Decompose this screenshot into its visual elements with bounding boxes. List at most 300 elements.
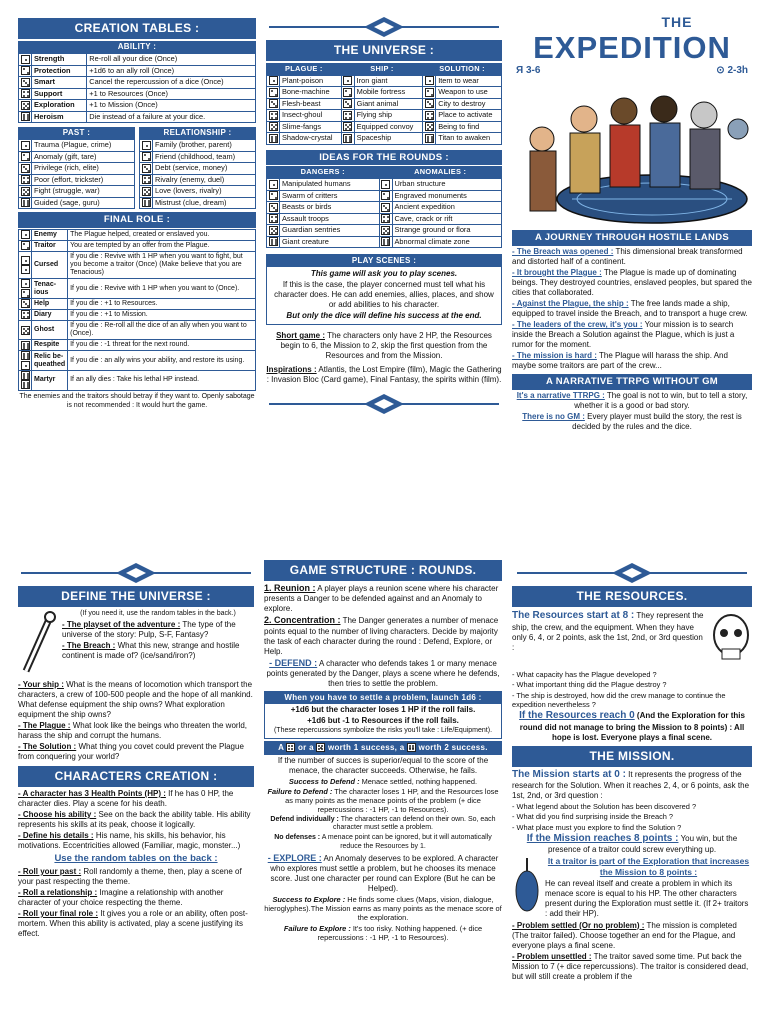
past-text: Privilege (rich, elite): [32, 163, 135, 175]
dice-cell: [19, 163, 32, 175]
random-tables-title: Use the random tables on the back :: [54, 853, 218, 864]
ideas-cell: Engraved monuments: [392, 190, 502, 202]
universe-cell: Titan to awaken: [436, 133, 502, 145]
dice-4-icon: [269, 214, 278, 223]
ideas-row: [267, 225, 502, 237]
dice-2-icon: [269, 88, 278, 97]
role-name: Cursed: [32, 252, 68, 279]
dice-6-icon: [269, 134, 278, 143]
dice-5-icon: [343, 122, 352, 131]
universe-column-header: PLAGUE :: [267, 64, 342, 76]
past-row: [19, 197, 135, 209]
ideas-row: [267, 190, 502, 202]
dice-cell: [423, 87, 436, 99]
dice-cell: [379, 236, 392, 248]
universe-row: [267, 121, 502, 133]
dice-cell: [379, 202, 392, 214]
random-rule: - Roll a relationship : Imagine a relationship with another character of your choice respecting the theme.: [18, 887, 224, 907]
role-row: [19, 230, 256, 241]
ability-text: Cancel the repercussion of a dice (Once): [87, 77, 256, 89]
dice-cell: [423, 133, 436, 145]
role-row: [19, 252, 256, 279]
dice-cell: [19, 252, 32, 279]
dice-5-icon: [425, 122, 434, 131]
relationship-table: [139, 139, 256, 209]
universe-cell: Flesh-beast: [280, 98, 342, 110]
dice-2-icon: [381, 191, 390, 200]
dice-cell: [379, 213, 392, 225]
ability-text: +1 to Mission (Once): [87, 100, 256, 112]
ornament-define: [18, 560, 254, 586]
dice-4-icon: [425, 111, 434, 120]
dice-6-icon: [425, 134, 434, 143]
structure-title: GAME STRUCTURE : ROUNDS.: [264, 560, 502, 581]
dice-4-icon: [381, 214, 390, 223]
dice-2-icon: [21, 152, 30, 161]
dice-5-icon: [21, 101, 30, 110]
dice-6-icon: [21, 380, 30, 389]
dice-cell: [19, 299, 32, 310]
relationship-row: [140, 186, 256, 198]
define-item: - The playset of the adventure : The type of the universe of the story: Pulp, S-F, Fantasy?: [62, 619, 236, 639]
ability-name: Heroism: [32, 111, 87, 123]
dice-6-icon: [381, 237, 390, 246]
relationship-text: Friend (childhood, team): [153, 151, 256, 163]
character-rule: - Choose his ability : See on the back the ability table. His ability represents his skills at its peak, choose it logically.: [18, 810, 251, 829]
universe-cell: Bone-machine: [280, 87, 342, 99]
dice-cell: [341, 110, 354, 122]
short-game: Short game : The characters only have 2 HP, the Resources begin to 6, the Mission to 2, skip the first question from the Resources and from the Mission.: [276, 331, 492, 361]
ideas-row: [267, 179, 502, 191]
ability-name: Support: [32, 88, 87, 100]
role-name: Relic be-queathed: [32, 351, 68, 371]
ability-row: [19, 100, 256, 112]
dice-4-icon: [269, 111, 278, 120]
dice-cell: [19, 186, 32, 198]
dice-cell: [379, 179, 392, 191]
ability-text: Re-roll all your dice (Once): [87, 54, 256, 66]
universe-cell: Slime-fangs: [280, 121, 342, 133]
role-name: Help: [32, 299, 68, 310]
mission-question: - What place must you explore to find the Solution ?: [512, 822, 682, 832]
ornament-bottom: [266, 391, 502, 417]
dice-6-icon: [343, 134, 352, 143]
play-scenes-line2: If this is the case, the player concerned must tell what his character does. He can add enemies, allies, places, and show or add abilities to his character.: [274, 280, 494, 310]
ability-name: Strength: [32, 54, 87, 66]
relationship-row: [140, 163, 256, 175]
ability-name: Smart: [32, 77, 87, 89]
ideas-table: [266, 166, 502, 248]
universe-cell: Being to find: [436, 121, 502, 133]
dice-1-icon: [269, 180, 278, 189]
relationship-row: [140, 174, 256, 186]
relationship-header: RELATIONSHIP :: [139, 127, 256, 139]
dice-cell: [267, 110, 280, 122]
dice-cell: [19, 100, 32, 112]
dice-1-icon: [142, 141, 151, 150]
role-text: If you die : +1 to Mission.: [68, 310, 256, 321]
dice-1-icon: [21, 230, 30, 239]
ideas-cell: Urban structure: [392, 179, 502, 191]
dice-4-icon: [21, 175, 30, 184]
dice-cell: [140, 174, 153, 186]
universe-cell: Place to activate: [436, 110, 502, 122]
traitor-text: He can reveal itself and create a problem in which its menace score is equal to his HP. The other characters present during the Exploration must settle it. (If 2+ traitors : add their HP).: [545, 878, 749, 918]
reunion-text: 1. Reunion : A player plays a reunion scene where his character presents a Danger to be defended against and an Anomaly to explore.: [264, 583, 499, 614]
settle-line-2: +1d6 but -1 to Resources if the roll fails.: [307, 715, 459, 725]
dice-2-icon: [21, 66, 30, 75]
play-time: ⊙ 2-3h: [716, 64, 748, 76]
dice-3-icon: [21, 299, 30, 308]
dice-cell: [19, 54, 32, 66]
universe-row: [267, 133, 502, 145]
ideas-row: [267, 202, 502, 214]
success-explore: Success to Explore : He finds some clues (Maps, vision, dialogue, hieroglyphes).The Mission earns as many points as the menace score of the exploration.: [264, 894, 502, 923]
role-text: If you die : an ally wins your ability, and restore its using.: [68, 351, 256, 371]
dice-1-icon: [21, 279, 30, 288]
role-row: [19, 310, 256, 321]
dice-cell: [19, 371, 32, 391]
dice-cell: [267, 133, 280, 145]
relationship-text: Family (brother, parent): [153, 140, 256, 152]
dice-6-icon: [21, 351, 30, 360]
universe-row: [267, 75, 502, 87]
dice-2-icon: [269, 191, 278, 200]
superior-rule: If the number of succes is superior/equal to the score of the menace, the character succeeds. Otherwise, he fails.: [277, 755, 489, 775]
character-rule: - Define his details : His name, his skills, his behavior, his motivations. Eccentricities allowed (Familiar, magic, monster...): [18, 831, 241, 850]
define-item: - The Plague : What look like the beings who threaten the world, harass the ship and corrupt the humans.: [18, 721, 248, 740]
narrative-goal: It's a narrative TTRPG : The goal is not to win, but to tell a story, whether it is a good or bad story.: [516, 390, 748, 410]
dice-cell: [423, 98, 436, 110]
ability-name: Exploration: [32, 100, 87, 112]
mission-eight: If the Mission reaches 8 points : You win, but the presence of a traitor could screw everything up.: [526, 832, 738, 855]
expedition-panel: [512, 14, 752, 534]
ability-row: [19, 111, 256, 123]
dice-5-icon: [21, 187, 30, 196]
dice-5-icon: [21, 326, 30, 335]
dice-6-icon: [21, 371, 30, 380]
ideas-cell: Beasts or birds: [280, 202, 380, 214]
role-name: Tenac-ious: [32, 279, 68, 299]
role-text: If you die : Revive with 1 HP when you want to fight, but you become a traitor (Once) (Make believe that you are Tenacious): [68, 252, 256, 279]
ability-row: [19, 88, 256, 100]
dice-6-icon: [21, 198, 30, 207]
role-name: Respite: [32, 340, 68, 351]
problem-settled: - Problem settled (Or no problem) : The mission is completed (The traitor failed). Choose together an end for the Plague, and everyone plays a final scene.: [512, 920, 737, 950]
dice-2-icon: [343, 88, 352, 97]
settle-line-3: (These repercussions symbolize the risks you'll take : Life/Equipment).: [273, 726, 493, 734]
universe-cell: Giant animal: [354, 98, 423, 110]
dice-3-icon: [269, 203, 278, 212]
resources-title: THE RESOURCES.: [512, 586, 752, 607]
final-role-header: FINAL ROLE :: [18, 212, 256, 228]
dice-1-icon: [21, 256, 30, 265]
dice-cell: [19, 340, 32, 351]
expedition-logo: [512, 14, 752, 63]
dice-3-icon: [425, 99, 434, 108]
amulet-icon: [512, 856, 542, 916]
role-name: Traitor: [32, 241, 68, 252]
dice-1-icon: [269, 76, 278, 85]
define-panel: [18, 560, 254, 1024]
betrayal-note: The enemies and the traitors should betray if they want to. Openly sabotage is not recommended : It would hurt the game.: [19, 392, 255, 409]
dice-cell: [341, 98, 354, 110]
role-name: Enemy: [32, 230, 68, 241]
inspirations: Inspirations : Atlantis, the Lost Empire (film), Magic the Gathering : Invasion Bloc (Card game), Final Fantasy, the spirits within (film).: [266, 365, 502, 385]
settle-title: When you have to settle a problem, launch 1d6 :: [265, 692, 501, 704]
dice-cell: [267, 87, 280, 99]
universe-cell: Plant-poison: [280, 75, 342, 87]
journey-item: - Against the Plague, the ship : The free lands made a ship, equipped to travel inside the Breach, and to transport a huge crew.: [512, 298, 748, 318]
logo-the: THE: [661, 14, 693, 30]
dice-1-icon: [425, 76, 434, 85]
logo-title: EXPEDITION: [533, 29, 731, 65]
role-name: Martyr: [32, 371, 68, 391]
dice-4-icon: [142, 175, 151, 184]
ideas-cell: Abnormal climate zone: [392, 236, 502, 248]
dice-3-icon: [269, 99, 278, 108]
worth-band: A or a worth 1 success, a worth 2 success.: [264, 741, 502, 755]
play-scenes-box: [266, 254, 502, 325]
explore-text: - EXPLORE : An Anomaly deserves to be explored. A character who explores must settle a problem, but he chooses its menace score. Just one character per round can Explore (But he can be Helped).: [267, 852, 499, 893]
success-defend: Success to Defend : Menace settled, nothing happened.: [288, 776, 478, 786]
dice-cell: [140, 186, 153, 198]
journey-item: - The Breach was opened : This dimensional break transformed and distorted half of a continent.: [512, 246, 743, 266]
dice-cell: [19, 279, 32, 299]
dice-cell: [423, 75, 436, 87]
dice-4-icon: [21, 89, 30, 98]
ideas-cell: Ancient expedition: [392, 202, 502, 214]
dice-5-icon: [269, 122, 278, 131]
past-text: Trauma (Plague, crime): [32, 140, 135, 152]
defend-text: - DEFEND : A character who defends takes 1 or many menace points generated by the Danger, plays a scene where he defends, then tries to settle the problem.: [266, 657, 500, 688]
dice-cell: [140, 140, 153, 152]
role-row: [19, 279, 256, 299]
final-role-table: [18, 229, 256, 391]
relationship-text: Mistrust (clue, dream): [153, 197, 256, 209]
ability-row: [19, 54, 256, 66]
define-intro: (If you need it, use the random tables in the back.): [80, 610, 236, 617]
dice-1-icon: [343, 76, 352, 85]
universe-cell: Iron giant: [354, 75, 423, 87]
mission-title: THE MISSION.: [512, 746, 752, 767]
dice-5-icon: [269, 226, 278, 235]
resources-panel: [512, 560, 752, 1024]
role-name: Diary: [32, 310, 68, 321]
dice-five-icon: [316, 743, 325, 752]
dice-6-icon: [21, 341, 30, 350]
ideas-cell: Giant creature: [280, 236, 380, 248]
crew-illustration: [512, 79, 752, 227]
dice-3-icon: [21, 78, 30, 87]
journey-list: [512, 247, 752, 371]
role-text: If you die : Revive with 1 HP when you want to (Once).: [68, 279, 256, 299]
role-text: If you die : +1 to Resources.: [68, 299, 256, 310]
relationship-text: Rivalry (enemy, duel): [153, 174, 256, 186]
role-text: If you die : -1 threat for the next round.: [68, 340, 256, 351]
dice-cell: [19, 197, 32, 209]
resources-question: - The ship is destroyed, how did the crew manage to continue the expedition nevertheless ?: [512, 690, 726, 709]
dice-5-icon: [142, 187, 151, 196]
role-row: [19, 340, 256, 351]
dice-cell: [19, 241, 32, 252]
spyglass-icon: [18, 609, 58, 679]
dice-6-icon: [269, 237, 278, 246]
dice-cell: [341, 133, 354, 145]
dice-1-icon: [21, 55, 30, 64]
dice-4-icon: [21, 310, 30, 319]
universe-table: [266, 63, 502, 145]
dice-2-icon: [425, 88, 434, 97]
dice-cell: [267, 179, 280, 191]
ideas-row: [267, 213, 502, 225]
dice-1-icon: [21, 141, 30, 150]
role-text: The Plague helped, created or enslaved you.: [68, 230, 256, 241]
role-row: [19, 299, 256, 310]
role-row: [19, 371, 256, 391]
role-text: If you die : Re-roll all the dice of an ally when you want to (Once).: [68, 321, 256, 340]
universe-column-header: SHIP :: [341, 64, 423, 76]
dice-cell: [423, 110, 436, 122]
dice-1-icon: [381, 180, 390, 189]
dice-cell: [267, 98, 280, 110]
dice-cell: [140, 197, 153, 209]
failure-explore: Failure to Explore : It's too risky. Nothing happened. (+ dice repercussions : -1 HP, -1 to Resources).: [283, 923, 483, 942]
settle-box: [264, 691, 502, 739]
resources-question: - What important thing did the Plague destroy ?: [512, 680, 667, 690]
universe-cell: Item to wear: [436, 75, 502, 87]
past-text: Anomaly (gift, tare): [32, 151, 135, 163]
relationship-text: Love (lovers, rivalry): [153, 186, 256, 198]
crew-map-illustration: [512, 79, 752, 227]
play-scenes-line1: This game will ask you to play scenes.: [310, 269, 458, 279]
journey-item: - It brought the Plague : The Plague is made up of dominating beings. They destroyed countries, enslaved peoples, but spared the cities that collaborated.: [512, 267, 752, 297]
dice-4-icon: [343, 111, 352, 120]
dice-cell: [379, 190, 392, 202]
universe-column-header: SOLUTION :: [423, 64, 502, 76]
dice-cell: [267, 225, 280, 237]
role-text: You are tempted by an offer from the Plague.: [68, 241, 256, 252]
mission-question: - What legend about the Solution has been discovered ?: [512, 802, 697, 811]
ability-text: +1d6 to an ally roll (Once): [87, 65, 256, 77]
ability-text: +1 to Resources (Once): [87, 88, 256, 100]
universe-cell: Equipped convoy: [354, 121, 423, 133]
dice-cell: [341, 75, 354, 87]
dice-cell: [267, 190, 280, 202]
ability-row: [19, 77, 256, 89]
role-row: [19, 351, 256, 371]
relationship-text: Debt (service, money): [153, 163, 256, 175]
role-name: Ghost: [32, 321, 68, 340]
universe-cell: Flying ship: [354, 110, 423, 122]
settle-line-1: +1d6 but the character loses 1 HP if the roll fails.: [290, 704, 476, 714]
dice-cell: [19, 140, 32, 152]
dice-cell: [19, 174, 32, 186]
dice-cell: [379, 225, 392, 237]
relationship-row: [140, 197, 256, 209]
dice-cell: [140, 163, 153, 175]
dice-2-icon: [142, 152, 151, 161]
mission-question: - What did you find surprising inside the Breach ?: [512, 812, 674, 822]
dice-four-icon: [286, 743, 295, 752]
ideas-cell: Manipulated humans: [280, 179, 380, 191]
dice-3-icon: [142, 164, 151, 173]
narrative-title: A NARRATIVE TTRPG WITHOUT GM: [512, 374, 752, 390]
dice-1-icon: [21, 361, 30, 370]
universe-cell: City to destroy: [436, 98, 502, 110]
ability-table: [18, 53, 256, 123]
narrative-no-gm: There is no GM : Every player must build the story, the rest is decided by the rules and the dice.: [522, 411, 742, 431]
traitor-title: It a traitor is part of the Exploration that increases the Mission to 8 points :: [547, 856, 750, 877]
dice-5-icon: [381, 226, 390, 235]
universe-cell: Weapon to use: [436, 87, 502, 99]
universe-title: THE UNIVERSE :: [266, 40, 502, 61]
dice-cell: [19, 351, 32, 371]
ideas-column-header: DANGERS :: [267, 167, 380, 179]
past-text: Guided (sage, guru): [32, 197, 135, 209]
ideas-row: [267, 236, 502, 248]
ideas-cell: Strange ground or flora: [392, 225, 502, 237]
dice-cell: [19, 111, 32, 123]
resources-question: - What capacity has the Plague developed ?: [512, 670, 657, 679]
past-row: [19, 174, 135, 186]
dice-cell: [19, 310, 32, 321]
dice-cell: [341, 121, 354, 133]
relationship-row: [140, 151, 256, 163]
dice-cell: [423, 121, 436, 133]
universe-row: [267, 98, 502, 110]
ornament-resources: [512, 560, 752, 586]
ability-text: Die instead of a failure at your dice.: [87, 111, 256, 123]
dice-cell: [341, 87, 354, 99]
dice-cell: [267, 213, 280, 225]
dice-cell: [19, 77, 32, 89]
universe-cell: Mobile fortress: [354, 87, 423, 99]
play-scenes-line3: But only the dice will define his success at the end.: [286, 311, 482, 321]
universe-row: [267, 87, 502, 99]
universe-row: [267, 110, 502, 122]
role-text: If an ally dies : Take his lethal HP instead.: [68, 371, 256, 391]
dice-cell: [267, 75, 280, 87]
dice-cell: [19, 321, 32, 340]
universe-cell: Spaceship: [354, 133, 423, 145]
player-count: Я 3-6: [516, 64, 541, 76]
ideas-cell: Guardian sentries: [280, 225, 380, 237]
ability-name: Protection: [32, 65, 87, 77]
past-row: [19, 151, 135, 163]
universe-panel: [266, 14, 502, 534]
dice-cell: [267, 202, 280, 214]
relationship-row: [140, 140, 256, 152]
creation-tables-panel: [18, 18, 256, 528]
dice-six-icon: [407, 743, 416, 752]
dice-6-icon: [142, 198, 151, 207]
dice-3-icon: [343, 99, 352, 108]
creation-title: CREATION TABLES :: [18, 18, 256, 39]
skull-icon: [710, 609, 752, 669]
ideas-cell: Swarm of critters: [280, 190, 380, 202]
dice-cell: [267, 121, 280, 133]
resources-zero: If the Resources reach 0 (And the Exploration for this round did not manage to bring the Mission to 8 points) : All hope is lost. Everyone plays a final scene.: [519, 710, 745, 742]
dice-cell: [140, 151, 153, 163]
problem-unsettled: - Problem unsettled : The traitor saved some time. Put back the Mission to 7 (+ dice repercussions). The traitor is considered dead, but will still create a problem if the: [512, 951, 749, 981]
define-item: - The Solution : What thing you covet could prevent the Plague from conquering your world?: [18, 742, 244, 761]
failure-defend: Failure to Defend : The character loses 1 HP, and the Resources lose as many points as the menace points of the problem (+ dice repercussions : -1 HP, -1 to Resources).: [267, 786, 499, 815]
play-scenes-title: PLAY SCENES :: [267, 255, 501, 267]
dice-3-icon: [21, 164, 30, 173]
ideas-cell: Cave, crack or rift: [392, 213, 502, 225]
ideas-cell: Assault troops: [280, 213, 380, 225]
